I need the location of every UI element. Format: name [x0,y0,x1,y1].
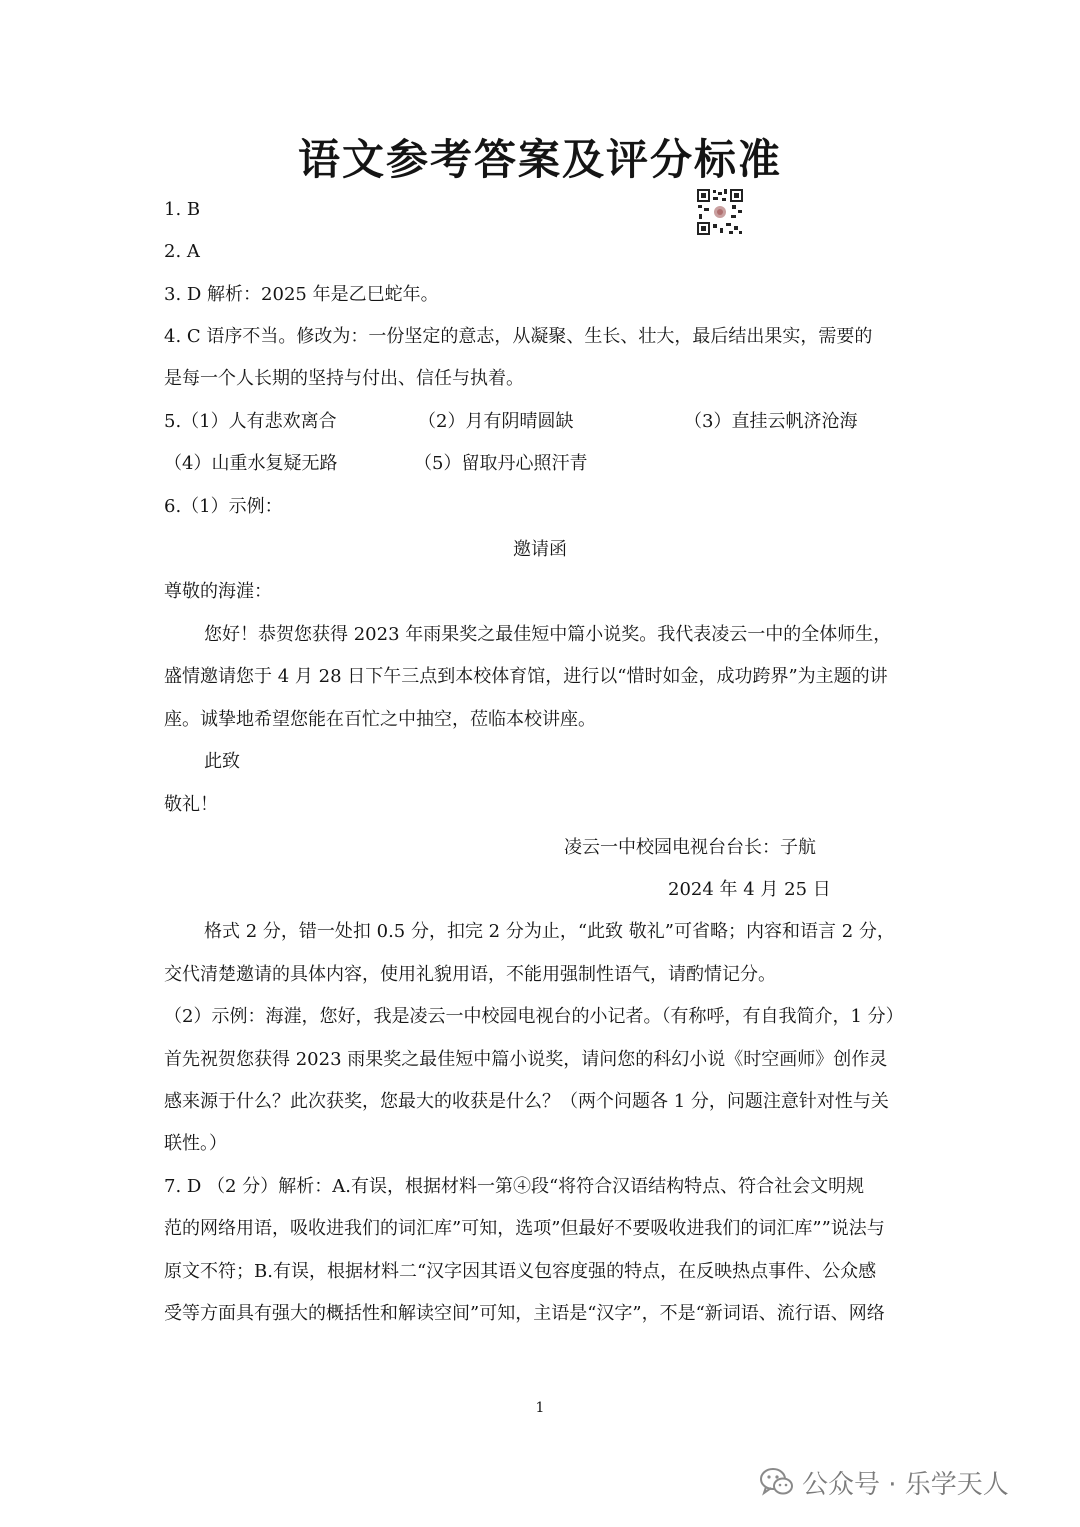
answer-6-2-line-4: 联性。） [164,1133,227,1154]
answer-7-line-2: 范的网络用语，吸收进我们的词汇库”可知，选项”但最好不要吸收进我们的词汇库””说法与 [164,1218,885,1239]
wechat-watermark [760,1462,1009,1502]
letter-signature: 凌云一中校园电视台台长：子航 [564,837,816,858]
answer-5-item-5: （5）留取丹心照汗青 [414,453,588,474]
answer-5-item-1: 5.（1）人有悲欢离合 [164,411,337,432]
scoring-note-line-2: 交代清楚邀请的具体内容，使用礼貌用语，不能用强制性语气，请酌情记分。 [164,964,776,985]
letter-closing-1: 此致 [204,751,240,772]
answer-4-line-2: 是每一个人长期的坚持与付出、信任与执着。 [164,368,524,389]
answer-5-item-3: （3）直挂云帆济沧海 [684,411,858,432]
letter-salutation: 尊敬的海漄： [164,581,272,602]
page-title: 语文参考答案及评分标准 [297,135,782,184]
wechat-icon [760,1467,794,1497]
letter-title: 邀请函 [513,539,567,560]
answer-6-2-line-3: 感来源于什么？此次获奖，您最大的收获是什么？（两个问题各 1 分，问题注意针对性与关 [164,1091,889,1112]
answer-7-line-1: 7. D （2 分）解析：A.有误，根据材料一第④段“将符合汉语结构特点、符合社会文明规 [164,1176,865,1197]
answer-7-line-4: 受等方面具有强大的概括性和解读空间”可知，主语是“汉字”，不是“新词语、流行语、网络 [164,1303,885,1324]
answer-5-item-2: （2）月有阴晴圆缺 [418,411,574,432]
letter-body-line-3: 座。诚挚地希望您能在百忙之中抽空，莅临本校讲座。 [164,709,596,730]
letter-body-line-2: 盛情邀请您于 4 月 28 日下午三点到本校体育馆，进行以“惜时如金，成功跨界”为主题的讲 [164,666,888,687]
answer-5-item-4: （4）山重水复疑无路 [164,453,338,474]
answer-2: 2. A [164,241,200,262]
watermark-text: 公众号 · 乐学天人 [802,1469,1009,1500]
answer-6-heading: 6.（1）示例： [164,496,283,517]
page-number: 1 [535,1400,545,1416]
answer-4-line-1: 4. C 语序不当。修改为：一份坚定的意志，从凝聚、生长、壮大，最后结出果实，需要的 [164,326,873,347]
letter-body-line-1: 您好！恭贺您获得 2023 年雨果奖之最佳短中篇小说奖。我代表凌云一中的全体师生， [204,624,892,645]
answer-3: 3. D 解析：2025 年是乙巳蛇年。 [164,284,439,305]
answer-7-line-3: 原文不符；B.有误，根据材料二“汉字因其语义包容度强的特点，在反映热点事件、公众感 [164,1261,877,1282]
letter-date: 2024 年 4 月 25 日 [668,879,831,900]
scoring-note-line-1: 格式 2 分，错一处扣 0.5 分，扣完 2 分为止，“此致 敬礼”可省略；内容和语言 2 分， [204,921,895,942]
answer-1: 1. B [164,199,201,220]
answer-6-2-line-2: 首先祝贺您获得 2023 雨果奖之最佳短中篇小说奖，请问您的科幻小说《时空画师》创作灵 [164,1049,888,1070]
answer-6-2-line-1: （2）示例：海漄，您好，我是凌云一中校园电视台的小记者。（有称呼，有自我简介，1 分） [164,1006,904,1027]
letter-closing-2: 敬礼！ [164,794,218,815]
